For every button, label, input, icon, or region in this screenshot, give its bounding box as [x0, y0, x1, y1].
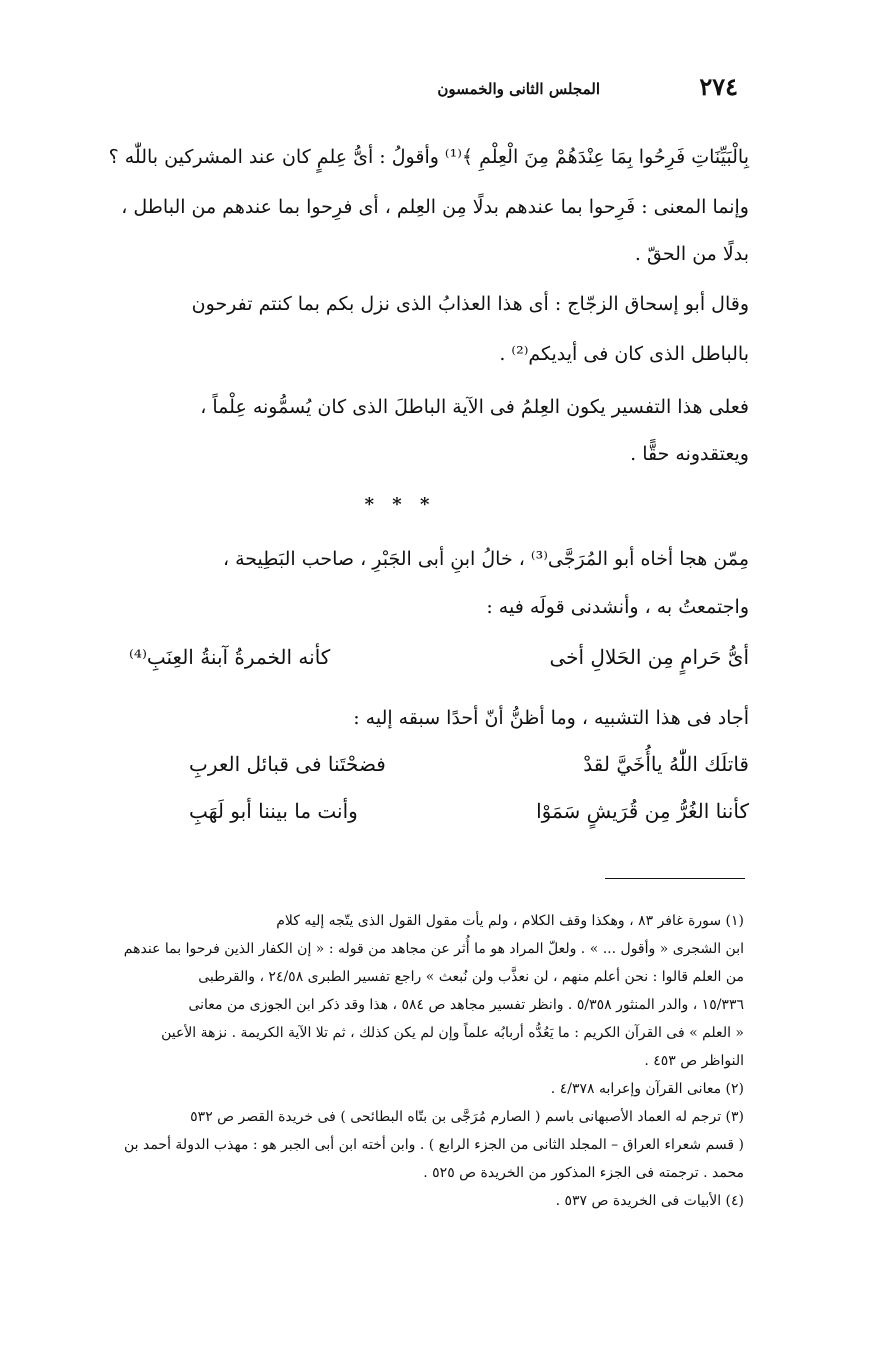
body-line-6: فعلى هذا التفسير يكون العِلمُ فى الآية الباطلَ الذى كان يُسمُّونه عِلْماً ،	[200, 396, 749, 418]
verse-line-2	[189, 752, 749, 784]
footnote-line: ابن الشجرى « وأقول ... » . ولعلّ المراد هو ما أُثر عن مجاهد من قوله : « إن الكفار الذين فرحوا بما عندهم	[123, 941, 744, 957]
verse-hemistich-left: كأنه الخمرةُ آبنةُ العِنَبِ⁽⁴⁾	[129, 645, 331, 669]
footnote-line: (٣) ترجم له العماد الأصبهانى باسم ( الصارم مُرَجَّى بن بتّاه البطائحى ) فى خريدة القصر ص ٥٣٢	[190, 1109, 744, 1125]
verse-line-1	[129, 645, 749, 677]
running-title: المجلس الثانى والخمسون	[437, 80, 600, 98]
verse-hemistich-left: وأنت ما بيننا أبو لَهَبِ	[189, 799, 358, 823]
prose-after-verse: أجاد فى هذا التشبيه ، وما أظنُّ أنّ أحدًا سبقه إليه :	[353, 707, 749, 729]
verse-hemistich-left: فضحْتَنا فى قبائل العربِ	[189, 752, 386, 776]
verse-hemistich-right: قاتلَك اللّٰهُ ياأُخَيَّ لقدْ	[583, 752, 749, 776]
body-line-4: وقال أبو إسحاق الزجّاج : أى هذا العذابُ الذى نزل بكم بما كنتم تفرحون	[191, 293, 749, 315]
page-number: ٢٧٤	[699, 72, 738, 101]
footnote-line: (١) سورة غافر ٨٣ ، وهكذا وقف الكلام ، ولم يأت مقول القول الذى يتّجه إليه كلام	[276, 913, 744, 929]
footnote-line: ( قسم شعراء العراق – المجلد الثانى من الجزء الرابع ) . وابن أخته ابن أبى الجبر هو : مهذب الدولة أحمد بن	[123, 1137, 744, 1153]
footnote-line: (٢) معانى القرآن وإعرابه ٤/٣٧٨ .	[550, 1081, 744, 1097]
footnote-line: من العلم قالوا : نحن أعلم منهم ، لن نعذَّب ولن نُبعث » راجع تفسير الطبرى ٢٤/٥٨ ، والقرطبى	[198, 969, 744, 985]
body-line-7: ويعتقدونه حقًّا .	[630, 443, 749, 465]
body-line-1: بِالْبَيِّنَاتِ فَرِحُوا بِمَا عِنْدَهُمْ مِنَ الْعِلْمِ ﴾⁽¹⁾ وأقولُ : أىُّ عِلمٍ كان عند المشركين باللّٰه ؟	[108, 146, 749, 168]
section-line-2: واجتمعتُ به ، وأنشدنى قولَه فيه :	[486, 596, 749, 618]
footnote-line: « العلم » فى القرآن الكريم : ما يَعُدُّه أربابُه علماً وإن لم يكن كذلك ، ثم تلا الآية الكريمة . نزهة الأعين	[161, 1025, 744, 1041]
footnote-line: (٤) الأبيات فى الخريدة ص ٥٣٧ .	[555, 1193, 744, 1209]
verse-hemistich-right: أىُّ حَرامٍ مِن الحَلالِ أخى	[549, 645, 749, 669]
footnote-rule	[605, 878, 745, 879]
body-line-2: وإنما المعنى : فَرِحوا بما عندهم بدلًا مِن العِلم ، أى فرِحوا بما عندهم من الباطل ،	[121, 196, 749, 218]
footnote-line: النواظر ص ٤٥٣ .	[644, 1053, 744, 1069]
verse-line-3	[189, 799, 749, 831]
section-separator: * * *	[364, 494, 436, 515]
body-line-3: بدلًا من الحقّ .	[634, 243, 749, 265]
body-line-5: بالباطل الذى كان فى أيديكم⁽²⁾ .	[499, 343, 749, 365]
verse-hemistich-right: كأننا الغُرُّ مِن قُرَيشٍ سَمَوْا	[536, 799, 749, 823]
footnote-line: محمد . ترجمته فى الجزء المذكور من الخريدة ص ٥٢٥ .	[423, 1165, 744, 1181]
footnote-line: ١٥/٣٣٦ ، والدر المنثور ٥/٣٥٨ . وانظر تفسير مجاهد ص ٥٨٤ ، هذا وقد ذكر ابن الجوزى من معانى	[188, 997, 744, 1013]
section-line-1: مِمّن هجا أخاه أبو المُرَجَّى⁽³⁾ ، خالُ ابنِ أبى الجَبْرِ ، صاحب البَطِيحة ،	[222, 548, 749, 570]
